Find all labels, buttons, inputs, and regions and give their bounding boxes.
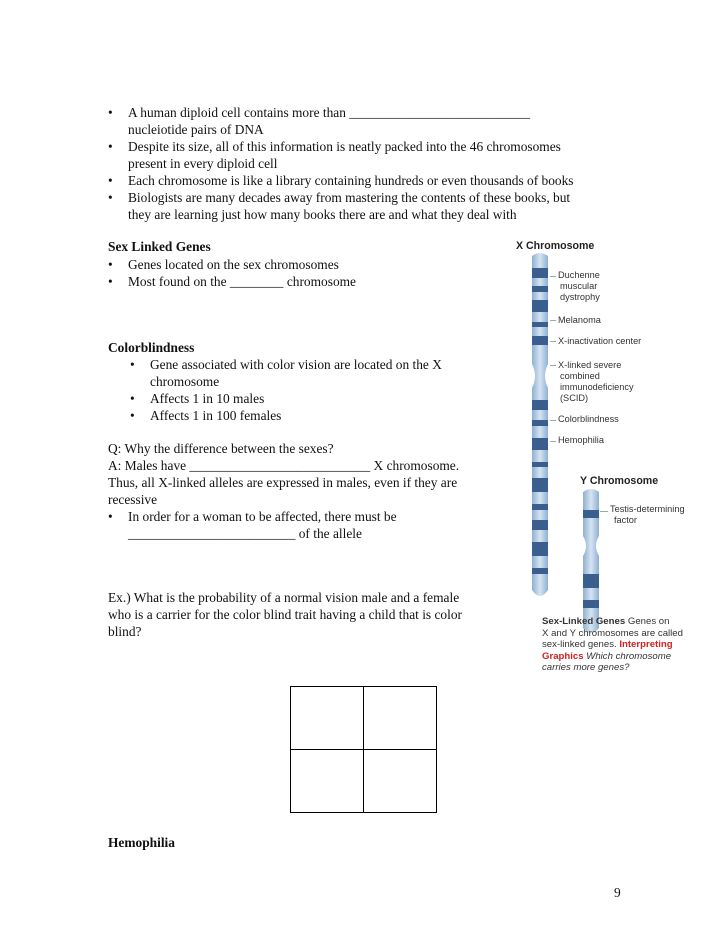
body-text: recessive xyxy=(108,492,158,507)
caption-highlight: Graphics xyxy=(542,650,584,662)
section-heading-sex-linked: Sex Linked Genes xyxy=(108,239,211,254)
intro-line: they are learning just how many books there are and what they deal with xyxy=(128,207,517,222)
bullet-icon: • xyxy=(108,190,113,205)
bullet-icon: • xyxy=(108,257,113,272)
body-text: Thus, all X-linked alleles are expressed in males, even if they are xyxy=(108,475,458,490)
caption-text: Genes on xyxy=(625,616,670,627)
intro-line: Biologists are many decades away from mastering the contents of these books, but xyxy=(128,190,571,205)
figure-caption xyxy=(542,616,712,686)
bullet-icon: • xyxy=(130,408,135,423)
gene-label: combined xyxy=(560,371,600,381)
bullet-icon: • xyxy=(108,139,113,154)
gene-label: (SCID) xyxy=(560,393,589,403)
intro-line: present in every diploid cell xyxy=(128,156,278,171)
x-chromosome-icon xyxy=(524,252,556,602)
section-heading-hemophilia: Hemophilia xyxy=(108,835,175,850)
list-item: Affects 1 in 100 females xyxy=(150,408,282,423)
gene-label: Duchenne xyxy=(558,270,600,280)
list-item: Genes located on the sex chromosomes xyxy=(128,257,339,272)
gene-label: muscular xyxy=(560,281,598,291)
caption-text: X and Y chromosomes are called xyxy=(542,627,683,639)
list-item: _________________________ of the allele xyxy=(128,526,362,541)
y-chromosome-title: Y Chromosome xyxy=(580,475,659,487)
gene-label: immunodeficiency xyxy=(560,382,634,392)
section-heading-colorblindness: Colorblindness xyxy=(108,340,195,355)
caption-text: carries more genes? xyxy=(542,662,630,673)
punnett-cell[interactable] xyxy=(291,750,364,813)
page-number: 9 xyxy=(614,885,621,900)
punnett-cell[interactable] xyxy=(364,687,437,750)
gene-label: Hemophilia xyxy=(558,435,604,445)
answer-text: A: Males have ___________________________ X chromosome. xyxy=(108,458,460,473)
list-item: Gene associated with color vision are located on the X xyxy=(150,357,442,372)
bullet-icon: • xyxy=(108,509,113,524)
list-item: Affects 1 in 10 males xyxy=(150,391,265,406)
list-item: Most found on the ________ chromosome xyxy=(128,274,356,289)
punnett-cell[interactable] xyxy=(364,750,437,813)
punnett-square xyxy=(290,686,437,813)
bullet-icon: • xyxy=(130,391,135,406)
list-item: chromosome xyxy=(150,374,220,389)
chromosome-figure xyxy=(500,230,700,680)
gene-label: dystrophy xyxy=(560,292,600,302)
intro-line: Despite its size, all of this information is neatly packed into the 46 chromosomes xyxy=(128,139,561,154)
caption-text: Which chromosome xyxy=(583,650,672,662)
gene-label: Colorblindness xyxy=(558,414,619,424)
list-item: In order for a woman to be affected, there must be xyxy=(128,509,397,524)
bullet-icon: • xyxy=(108,105,113,120)
bullet-icon: • xyxy=(130,357,135,372)
caption-title: Sex-Linked Genes xyxy=(542,616,626,627)
gene-label: Testis-determining xyxy=(610,504,685,514)
example-text: who is a carrier for the color blind trait having a child that is color xyxy=(108,607,462,622)
question-text: Q: Why the difference between the sexes? xyxy=(108,441,334,456)
caption-text: sex-linked genes. xyxy=(542,639,620,650)
bullet-icon: • xyxy=(108,274,113,289)
intro-line: A human diploid cell contains more than ___________________________ xyxy=(128,105,531,120)
gene-label: X-inactivation center xyxy=(558,336,642,346)
gene-label: X-linked severe xyxy=(558,360,622,370)
bullet-icon: • xyxy=(108,173,113,188)
example-text: blind? xyxy=(108,624,142,639)
intro-line: nucleiotide pairs of DNA xyxy=(128,122,264,137)
gene-label: Melanoma xyxy=(558,315,601,325)
punnett-cell[interactable] xyxy=(291,687,364,750)
x-chromosome-title: X Chromosome xyxy=(516,240,595,252)
gene-label: factor xyxy=(614,515,637,525)
example-text: Ex.) What is the probability of a normal vision male and a female xyxy=(108,590,460,605)
intro-line: Each chromosome is like a library containing hundreds or even thousands of books xyxy=(128,173,574,188)
caption-highlight: Interpreting xyxy=(619,639,673,650)
